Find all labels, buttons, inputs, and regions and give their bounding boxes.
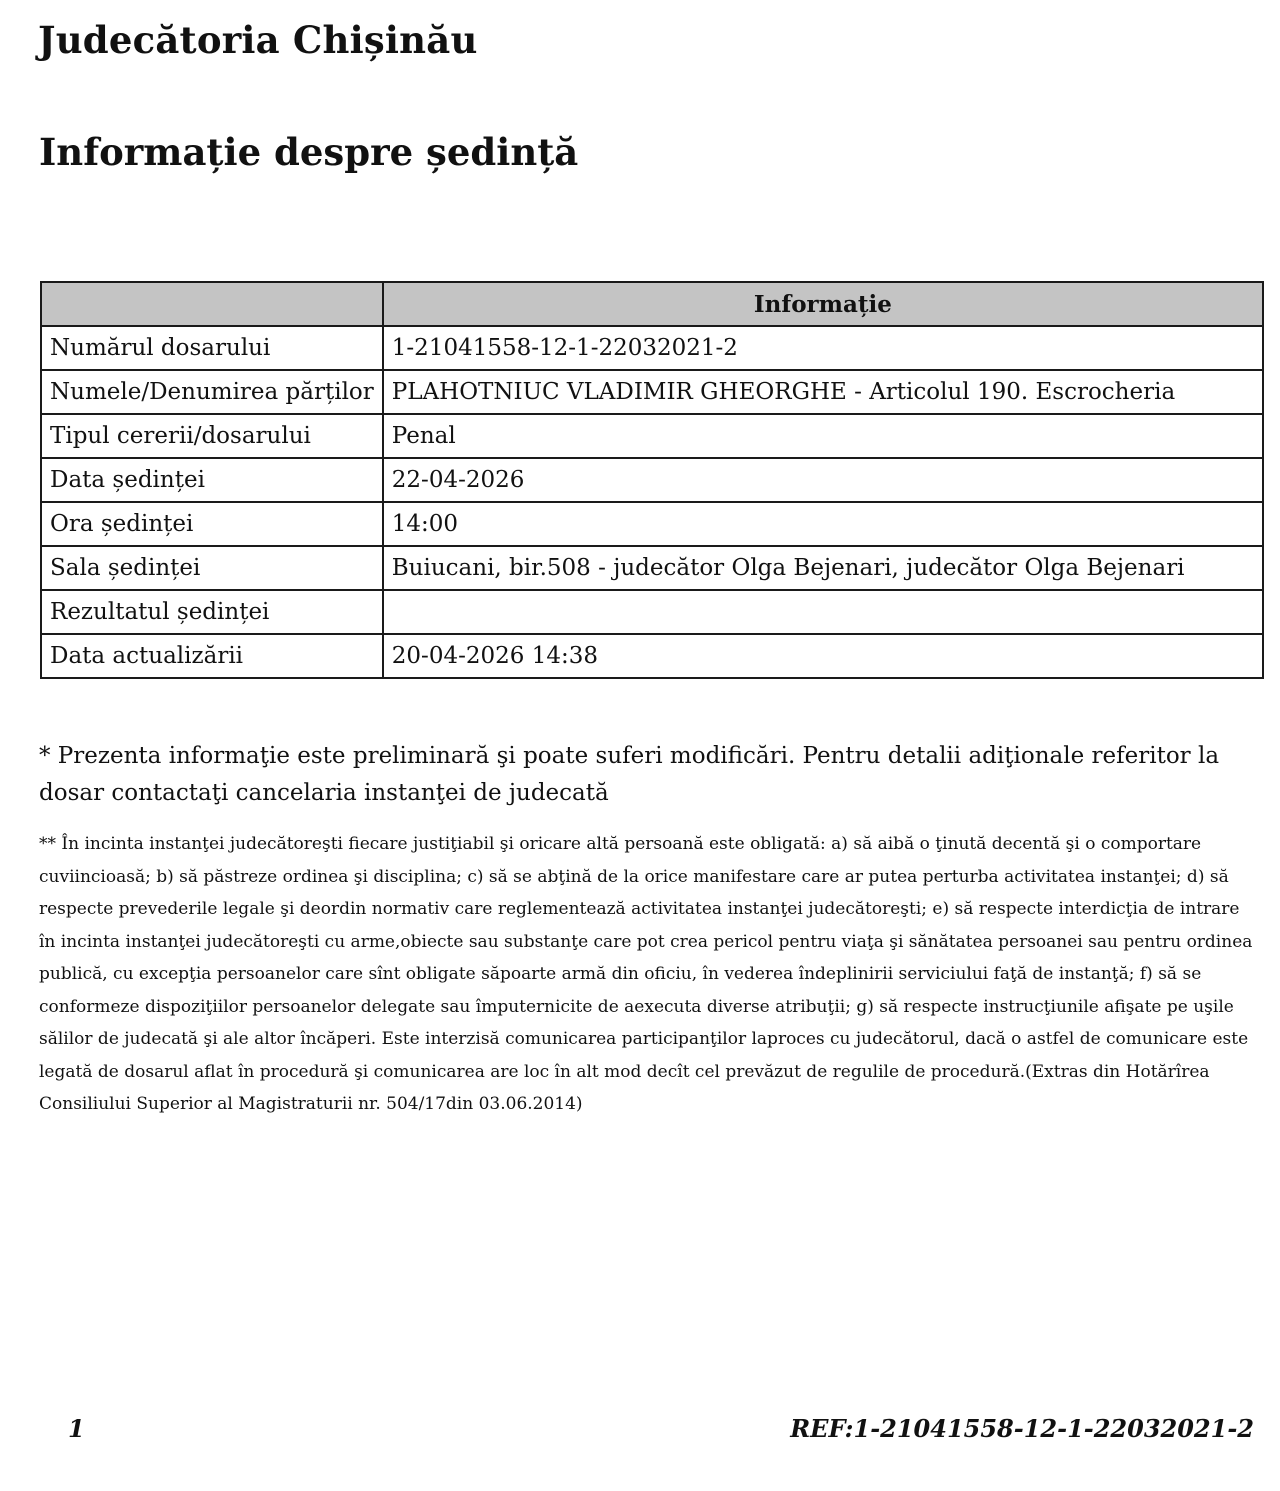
legal-notice: ** În incinta instanţei judecătoreşti fiecare justiţiabil şi oricare altă persoană este obligată: a) să aibă o ţinută decentă şi o comportare cuviincioasă; b) să păstreze ordinea şi disciplina; c) să se abţină de la orice manifestare care ar putea perturba activitatea instanţei; d) să respecte prevederile legale şi deordin normativ care reglementează activitatea instanţei judecătoreşti; e) să respecte interdicţia de intrare în incinta instanţei judecătoreşti cu arme,obiecte sau substanţe care pot crea pericol pentru viaţa şi sănătatea persoanei sau pentru ordinea publică, cu excepţia persoanelor care sînt obligate săpoarte armă din oficiu, în vederea îndeplinirii serviciului faţă de instanţă; f) să se conformeze dispoziţiilor persoanelor delegate sau împuternicite de aexecuta diverse atribuţii; g) să respecte instrucţiunile afişate pe uşile sălilor de judecată şi ale altor încăperi. Este interzisă comunicarea participanţilor laproces cu judecătorul, dacă o astfel de comunicare este legată de dosarul aflat în procedură şi comunicarea are loc în alt mod decît cel prevăzut de regulile de procedură.(Extras din Hotărîrea Consiliului Superior al Magistraturii nr. 504/17din 03.06.2014): [39, 834, 1253, 1114]
table-header-row: [41, 282, 1263, 326]
row-key: Numărul dosarului: [41, 326, 383, 370]
table-row: [41, 502, 1263, 546]
row-key: Data ședinței: [41, 458, 383, 502]
row-value: 22-04-2026: [383, 458, 1263, 502]
session-info-table: [40, 281, 1264, 679]
table-row: [41, 370, 1263, 414]
preliminary-note: * Prezenta informaţie este preliminară şi poate suferi modificări. Pentru detalii adiţionale referitor la dosar contactaţi cancelaria instanţei de judecată: [39, 743, 1220, 806]
table-header-info: Informație: [383, 282, 1263, 326]
page-title: Informație despre ședință: [39, 130, 579, 174]
row-key: Ora ședinței: [41, 502, 383, 546]
row-value: [383, 590, 1263, 634]
page-number: 1: [68, 1414, 85, 1443]
court-name: Judecătoria Chișinău: [38, 18, 478, 62]
row-key: Data actualizării: [41, 634, 383, 678]
table-row: [41, 590, 1263, 634]
row-value: Buiucani, bir.508 - judecător Olga Bejenari, judecător Olga Bejenari: [383, 546, 1263, 590]
row-value: PLAHOTNIUC VLADIMIR GHEORGHE - Articolul 190. Escrocheria: [383, 370, 1263, 414]
row-key: Numele/Denumirea părților: [41, 370, 383, 414]
row-value: Penal: [383, 414, 1263, 458]
row-value: 1-21041558-12-1-22032021-2: [383, 326, 1263, 370]
table-row: [41, 414, 1263, 458]
row-value: 20-04-2026 14:38: [383, 634, 1263, 678]
row-key: Rezultatul ședinței: [41, 590, 383, 634]
table-row: [41, 546, 1263, 590]
reference-number: REF:1-21041558-12-1-22032021-2: [790, 1414, 1254, 1443]
table-row: [41, 634, 1263, 678]
table-row: [41, 458, 1263, 502]
row-key: Sala ședinței: [41, 546, 383, 590]
table-row: [41, 326, 1263, 370]
row-key: Tipul cererii/dosarului: [41, 414, 383, 458]
table-header-empty: [41, 282, 383, 326]
row-value: 14:00: [383, 502, 1263, 546]
